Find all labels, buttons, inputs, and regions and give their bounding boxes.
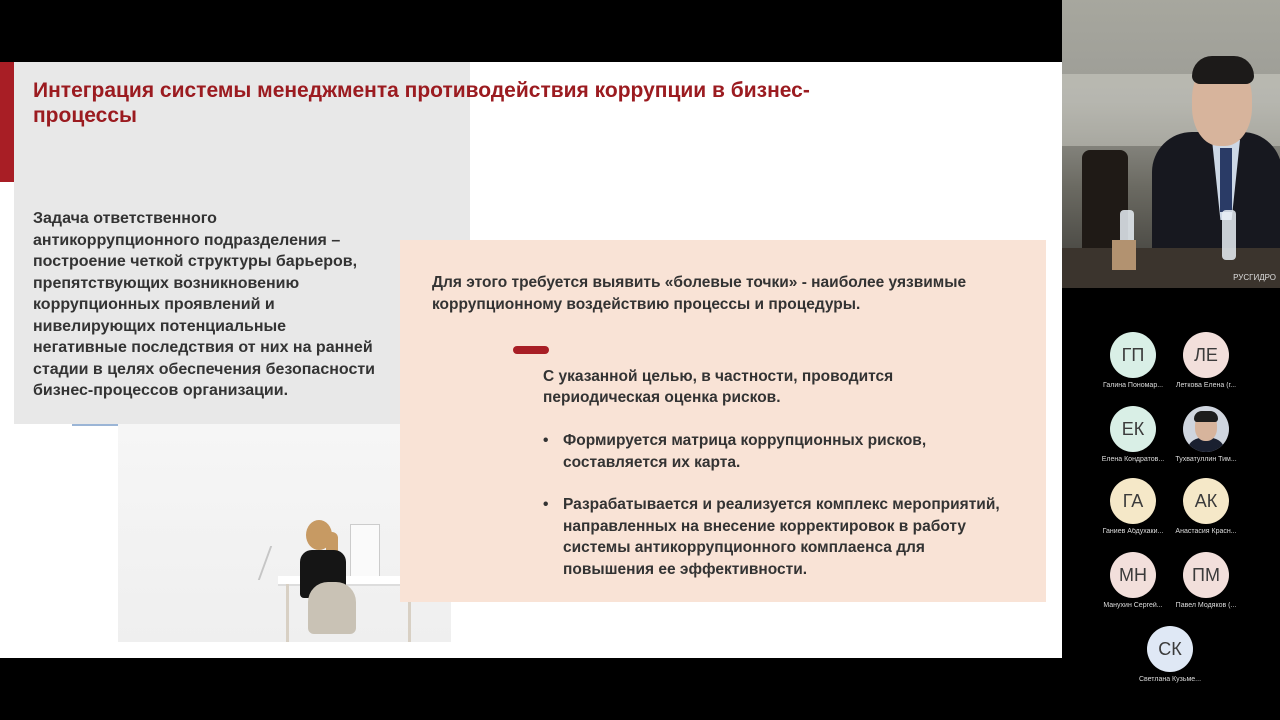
participant-name: Светлана Кузьме... (1138, 676, 1202, 683)
participant-avatar: ПМ (1183, 552, 1229, 598)
participant-tile[interactable] (1125, 626, 1215, 683)
participant-avatar: ГА (1110, 478, 1156, 524)
participant-avatar: СК (1147, 626, 1193, 672)
slide-left-text: Задача ответственного антикоррупционного подразделения – построение четкой структуры барьеров, препятствующих возникновению коррупционных проявлений и нивелирующих потенциальные негативные последствия от них на ранней стадии в целях обеспечения безопасности бизнес-процессов организации. (33, 210, 376, 399)
speaker-video[interactable] (1062, 0, 1280, 288)
pink-content-box (400, 240, 1046, 602)
red-pill-marker (513, 346, 549, 354)
participant-name: Галина Пономар... (1102, 382, 1164, 389)
participant-avatar: ЕК (1110, 406, 1156, 452)
participant-avatar (1183, 406, 1229, 452)
participant-tile[interactable] (1161, 478, 1251, 535)
participant-name: Анастасия Красн... (1175, 528, 1237, 535)
participant-avatar: МН (1110, 552, 1156, 598)
participant-tile[interactable] (1161, 332, 1251, 389)
slide-bullet-list (543, 430, 1013, 601)
participant-name: Леткова Елена (г... (1175, 382, 1237, 389)
participant-name: Манухин Сергей... (1103, 602, 1163, 609)
red-accent-bar (0, 62, 14, 182)
slide-title: Интеграция системы менеджмента противодействия коррупции в бизнес-процессы (33, 79, 810, 127)
presentation-slide (0, 62, 1062, 658)
camera-label: РУСГИДРО (1233, 273, 1276, 282)
participants-grid (1062, 288, 1280, 720)
slide-intro-text: Для этого требуется выявить «болевые точки» - наиболее уязвимые коррупционному воздействию процессы и процедуры. (432, 274, 967, 313)
participant-avatar: ЛЕ (1183, 332, 1229, 378)
slide-bullet: • Формируется матрица коррупционных рисков, составляется их карта. (543, 430, 1013, 473)
participant-avatar: АК (1183, 478, 1229, 524)
participant-name: Ганиев Абдухаки... (1102, 528, 1164, 535)
slide-bullet: • Разрабатывается и реализуется комплекс мероприятий, направленных на внесение корректировок в работу системы антикоррупционного комплаенса для повышения ее эффективности. (543, 494, 1013, 580)
participant-avatar: ГП (1110, 332, 1156, 378)
participant-name: Елена Кондратов... (1101, 456, 1165, 463)
slide-subheading: С указанной целью, в частности, проводится периодическая оценка рисков. (543, 368, 894, 406)
participant-tile[interactable] (1161, 552, 1251, 609)
participant-tile[interactable] (1161, 406, 1251, 463)
participant-name: Тухватуллин Тим... (1175, 456, 1237, 463)
participant-name: Павел Модяков (... (1175, 602, 1237, 609)
divider-line (72, 424, 118, 426)
